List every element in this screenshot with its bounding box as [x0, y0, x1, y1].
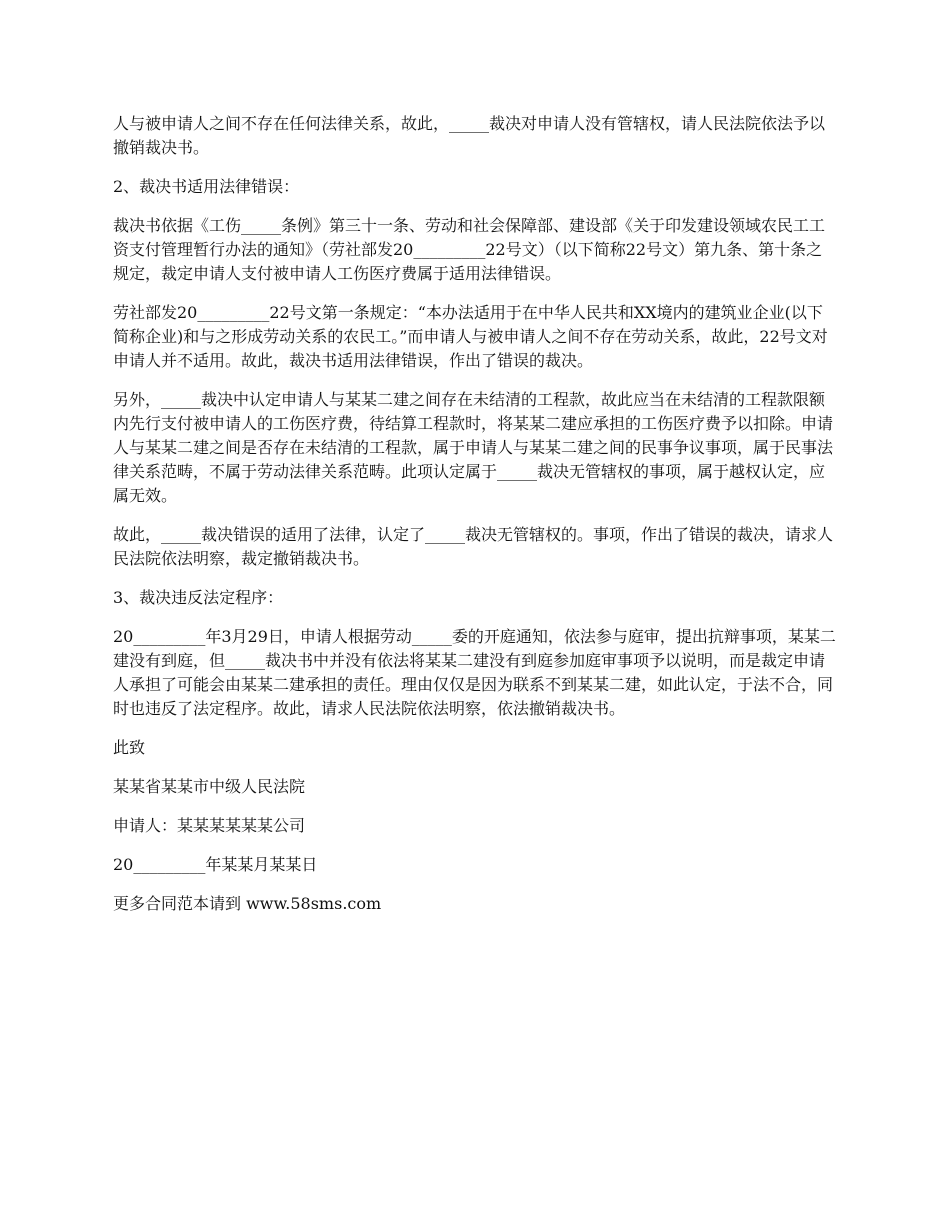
paragraph-conclusion-law: 故此，_____裁决错误的适用了法律，认定了_____裁决无管辖权的。事项，作出了错误的裁决，请求人民法院依法明察，裁定撤销裁决书。: [113, 525, 834, 568]
footer-link-text: 更多合同范本请到 www.58sms.com: [113, 894, 382, 913]
paragraph-unsettled-payment: 另外，_____裁决中认定申请人与某某二建之间存在未结清的工程款，故此应当在未结清的工程款限额内先行支付被申请人的工伤医疗费，待结算工程款时，将某某二建应承担的工伤医疗费予以扣除。申请人与某某二建之间是否存在未结清的工程款，属于申请人与某某二建之间的民事争议事项，属于民事法律关系范畴，不属于劳动法律关系范畴。此项认定属于_____裁决无管辖权的事项，属于越权认定，应属无效。: [113, 390, 834, 505]
applicant-signature: 申请人：某某某某某某公司: [113, 816, 306, 835]
document-date: 20_________年某某月某某日: [113, 855, 318, 874]
paragraph-article-one: 劳社部发20_________22号文第一条规定：“本办法适用于在中华人民共和XX境内的建筑业企业(以下简称企业)和与之形成劳动关系的农民工。”而申请人与被申请人之间不存在劳动关系，故此，22号文对申请人并不适用。故此，裁决书适用法律错误，作出了错误的裁决。: [113, 303, 828, 370]
paragraph-procedure: 20_________年3月29日，申请人根据劳动_____委的开庭通知，依法参与庭审，提出抗辩事项，某某二建没有到庭，但_____裁决书中并没有依法将某某二建没有到庭参加庭审事项予以说明，而是裁定申请人承担了可能会由某某二建承担的责任。理由仅仅是因为联系不到某某二建，如此认定，于法不合，同时也违反了法定程序。故此，请求人民法院依法明察，依法撤销裁决书。: [113, 627, 836, 718]
heading-section-2: 2、裁决书适用法律错误：: [113, 177, 300, 196]
paragraph-legal-basis: 裁决书依据《工伤_____条例》第三十一条、劳动和社会保障部、建设部《关于印发建设领域农民工工资支付管理暂行办法的通知》（劳社部发20_________22号文）（以下简称22号文）第九条、第十条之规定，裁定申请人支付被申请人工伤医疗费属于适用法律错误。: [113, 216, 826, 283]
salutation: 此致: [113, 738, 146, 757]
court-name: 某某省某某市中级人民法院: [113, 777, 306, 796]
heading-section-3: 3、裁决违反法定程序：: [113, 588, 284, 607]
document-body: [113, 112, 838, 931]
paragraph-jurisdiction-conclusion: 人与被申请人之间不存在任何法律关系，故此，_____裁决对申请人没有管辖权，请人民法院依法予以撤销裁决书。: [113, 114, 826, 157]
